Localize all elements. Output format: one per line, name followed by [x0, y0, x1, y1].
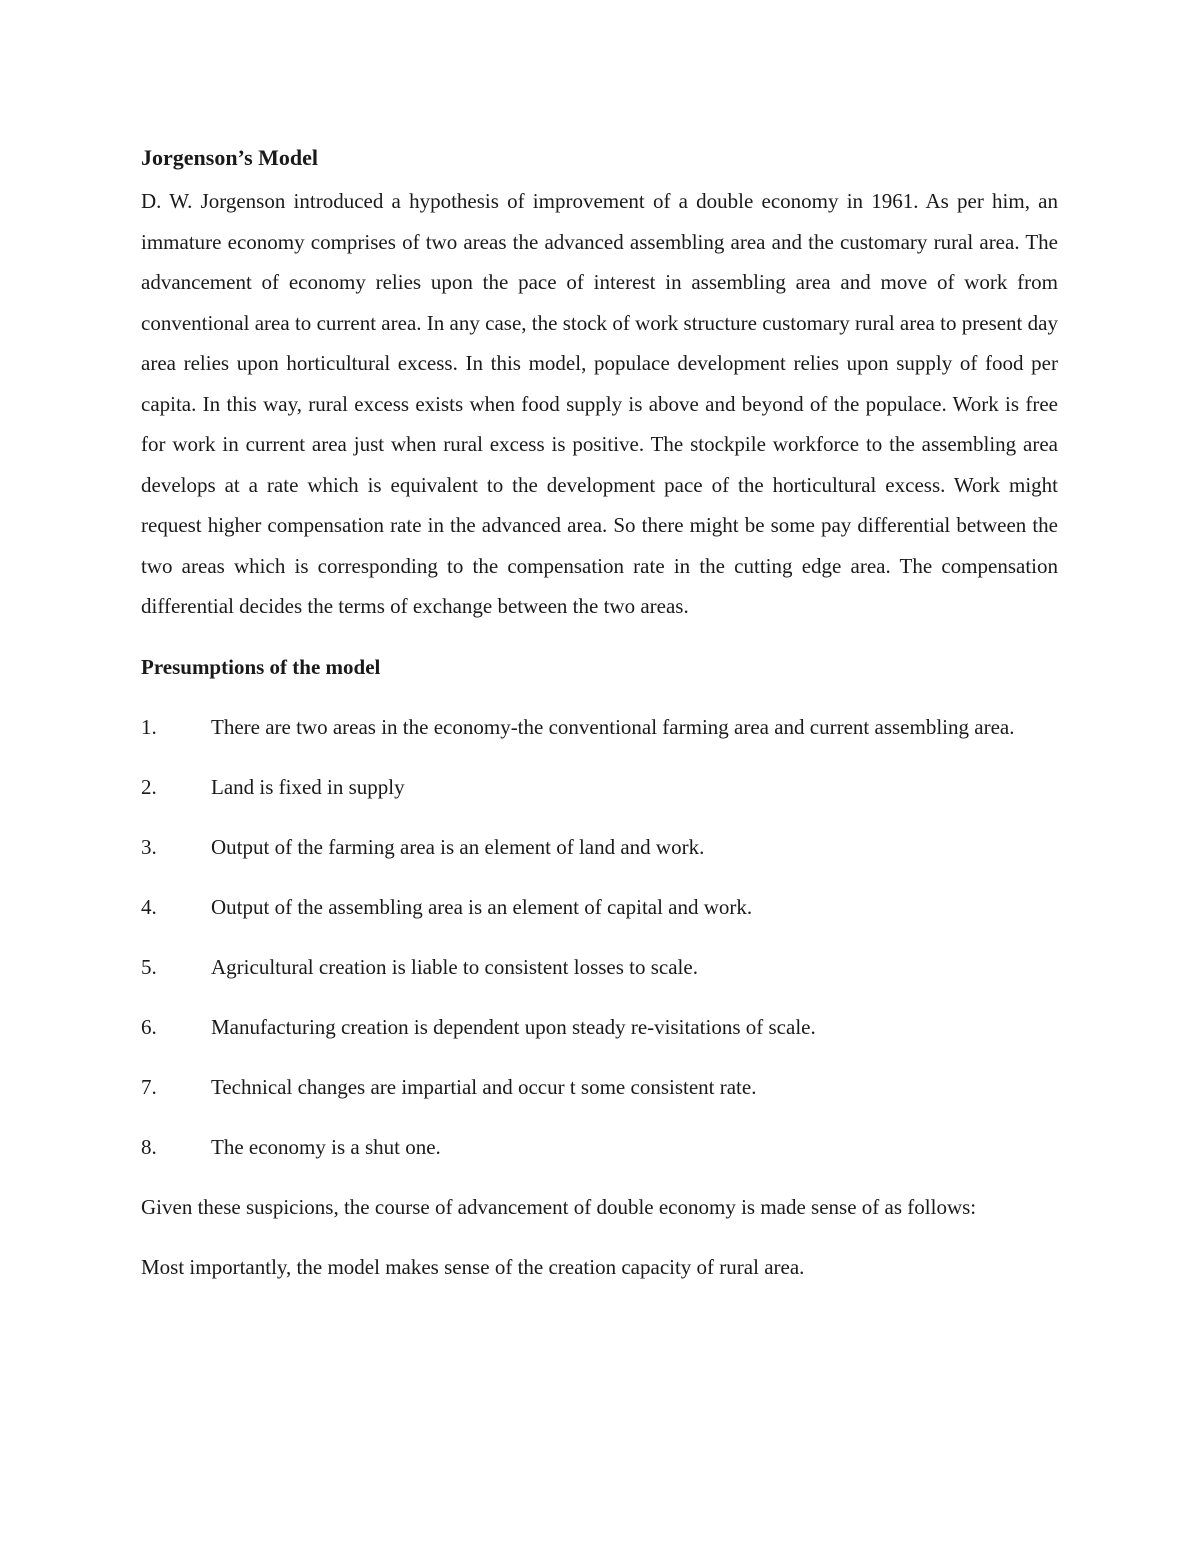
- list-item: [141, 947, 1058, 987]
- list-item-text: Output of the assembling area is an element of capital and work.: [211, 894, 753, 919]
- list-item-number: 7.: [141, 1074, 157, 1099]
- list-item-number: 4.: [141, 894, 157, 919]
- list-item: [141, 767, 1058, 807]
- closing-paragraph: Most importantly, the model makes sense of the creation capacity of rural area.: [141, 1254, 805, 1279]
- list-item: [141, 827, 1058, 867]
- document-title: Jorgenson’s Model: [141, 145, 319, 170]
- presumptions-list: [141, 707, 1058, 1167]
- list-item: [141, 1007, 1058, 1047]
- list-item-text: There are two areas in the economy-the conventional farming area and current assembling area.: [211, 714, 1015, 739]
- list-item: [141, 1067, 1058, 1107]
- list-item: [141, 707, 1058, 747]
- list-item: [141, 887, 1058, 927]
- document-page: [141, 140, 1058, 1287]
- list-item-text: Agricultural creation is liable to consistent losses to scale.: [211, 954, 698, 979]
- list-item-text: Land is fixed in supply: [211, 774, 405, 799]
- list-item-number: 5.: [141, 954, 157, 979]
- intro-paragraph: D. W. Jorgenson introduced a hypothesis of improvement of a double economy in 1961. As per him, an immature economy comprises of two areas the advanced assembling area and the customary rural area. The advancement of economy relies upon the pace of interest in assembling area and move of work from conventional area to current area. In any case, the stock of work structure customary rural area to present day area relies upon horticultural excess. In this model, populace development relies upon supply of food per capita. In this way, rural excess exists when food supply is above and beyond of the populace. Work is free for work in current area just when rural excess is positive. The stockpile workforce to the assembling area develops at a rate which is equivalent to the development pace of the horticultural excess. Work might request higher compensation rate in the advanced area. So there might be some pay differential between the two areas which is corresponding to the compensation rate in the cutting edge area. The compensation differential decides the terms of exchange between the two areas.: [141, 189, 1058, 618]
- list-item-number: 8.: [141, 1134, 157, 1159]
- list-item-text: Output of the farming area is an element of land and work.: [211, 834, 705, 859]
- list-item-text: Technical changes are impartial and occur t some consistent rate.: [211, 1074, 757, 1099]
- given-paragraph: Given these suspicions, the course of advancement of double economy is made sense of as follows:: [141, 1194, 977, 1219]
- list-item-number: 3.: [141, 834, 157, 859]
- list-item-text: The economy is a shut one.: [211, 1134, 441, 1159]
- presumptions-heading: Presumptions of the model: [141, 654, 381, 679]
- list-item-number: 1.: [141, 714, 157, 739]
- list-item: [141, 1127, 1058, 1167]
- list-item-text: Manufacturing creation is dependent upon steady re-visitations of scale.: [211, 1014, 816, 1039]
- list-item-number: 6.: [141, 1014, 157, 1039]
- list-item-number: 2.: [141, 774, 157, 799]
